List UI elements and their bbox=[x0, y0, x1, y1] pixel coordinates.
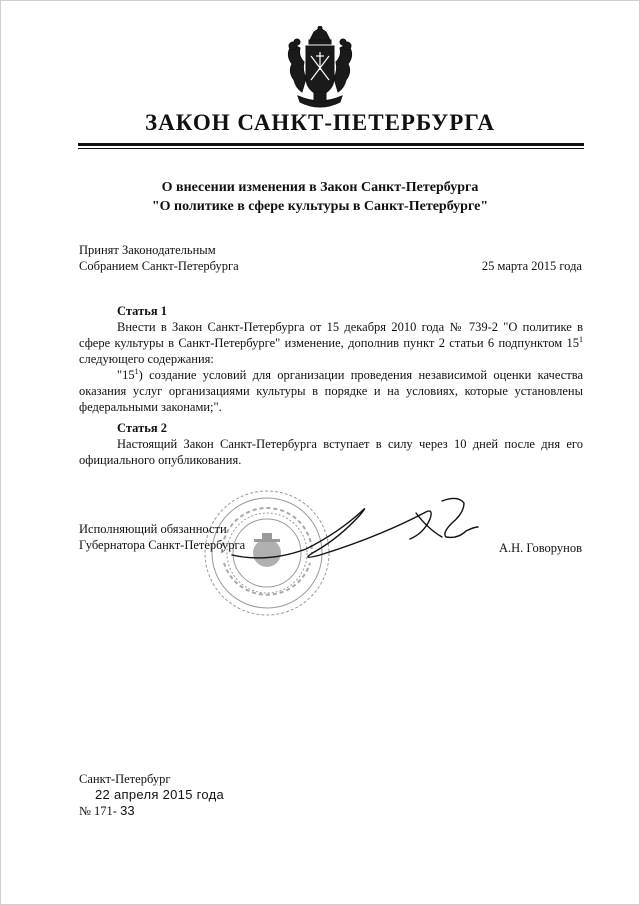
article-2 bbox=[79, 420, 583, 468]
adoption-line-2: Собранием Санкт-Петербурга bbox=[79, 259, 239, 273]
title-line-2: "О политике в сфере культуры в Санкт-Петербурге" bbox=[151, 199, 489, 214]
law-type-heading: ЗАКОН САНКТ-ПЕТЕРБУРГА bbox=[144, 110, 496, 135]
article-1 bbox=[79, 303, 583, 415]
registration-city: Санкт-Петербург bbox=[79, 772, 171, 786]
article-2-paragraph: Настоящий Закон Санкт-Петербурга вступает в силу через 10 дней после дня его официального опубликования. bbox=[79, 437, 583, 467]
signer-position-line-1: Исполняющий обязанности bbox=[79, 522, 227, 536]
coat-of-arms-icon bbox=[284, 26, 356, 114]
article-1-paragraph bbox=[79, 319, 583, 367]
signer-position-line-2: Губернатора Санкт-Петербурга bbox=[79, 538, 246, 552]
header-rule-thin bbox=[78, 148, 584, 149]
adoption-line-1: Принят Законодательным bbox=[79, 243, 216, 257]
article-1-heading: Статья 1 bbox=[117, 304, 167, 318]
adoption-date: 25 марта 2015 года bbox=[481, 259, 582, 273]
title-line-1: О внесении изменения в Закон Санкт-Петербурга bbox=[161, 180, 479, 195]
adoption-note bbox=[79, 242, 239, 274]
handwritten-signature bbox=[228, 493, 503, 571]
signer-name: А.Н. Говорунов bbox=[498, 541, 582, 555]
registration-number-prefix: № 171- bbox=[79, 804, 121, 818]
article-2-heading: Статья 2 bbox=[117, 421, 167, 435]
registration-number-value: 33 bbox=[120, 803, 135, 818]
signer-position bbox=[79, 521, 245, 553]
header-rule-thick bbox=[78, 143, 584, 146]
article-1-text-a: Внести в Закон Санкт-Петербурга от 15 декабря 2010 года № 739-2 "О политике в сфере культуры в Санкт-Петербурге" изменение, дополнив пункт 2 статьи 6 подпунктом 15 bbox=[79, 320, 583, 350]
registration-block bbox=[79, 771, 224, 819]
quote-body: ) создание условий для организации проведения независимой оценки качества оказания услуг организациями культуры в порядке и на условиях, которые установлены федеральными законами;". bbox=[79, 368, 583, 414]
registration-date: 22 апреля 2015 года bbox=[95, 787, 225, 802]
registration-number bbox=[79, 803, 224, 819]
quote-superscript: 1 bbox=[134, 367, 139, 376]
article-1-text-b: следующего содержания: bbox=[79, 352, 214, 366]
document-title bbox=[0, 178, 640, 216]
quote-open: "15 bbox=[117, 368, 135, 382]
article-1-superscript: 1 bbox=[579, 335, 583, 344]
article-1-quote bbox=[79, 367, 583, 415]
